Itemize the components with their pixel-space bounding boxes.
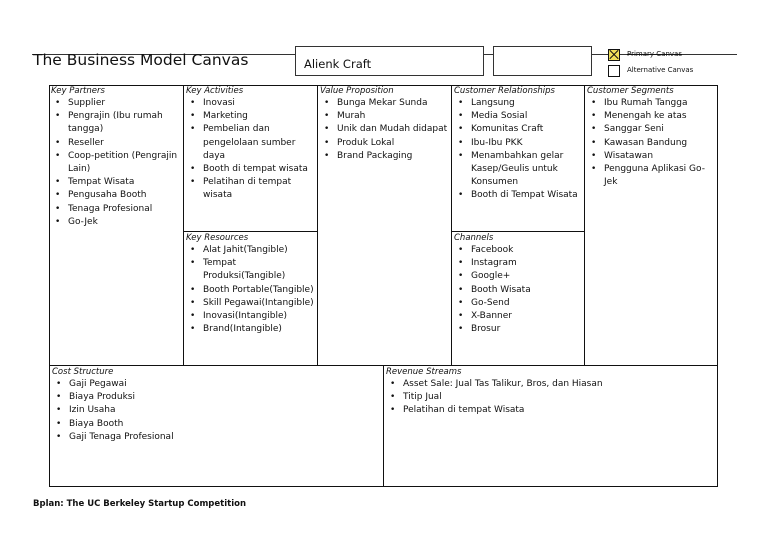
list-item: • Produk Lokal (320, 137, 450, 150)
list-item: • Unik dan Mudah didapat (320, 123, 450, 136)
list-item: • Go-Send (454, 297, 583, 310)
section-title: Customer Relationships (454, 86, 555, 96)
list-item: • Ibu-Ibu PKK (454, 137, 583, 150)
list-item: • Titip Jual (386, 391, 716, 404)
revenue-streams-section (386, 366, 716, 418)
list-item: • Supplier (51, 97, 182, 110)
list-item: • Pengrajin (Ibu rumah tangga) (51, 110, 182, 136)
divider (451, 85, 452, 366)
alternative-canvas-label: Alternative Canvas (627, 66, 694, 74)
divider (584, 85, 585, 366)
list-item: • Brosur (454, 323, 583, 336)
list-item: • Asset Sale: Jual Tas Talikur, Bros, dan Hiasan (386, 378, 716, 391)
list-item: • Bunga Mekar Sunda (320, 97, 450, 110)
list-item: • Booth Wisata (454, 284, 583, 297)
list-item: • Go-Jek (51, 216, 182, 229)
list-item: • Media Sosial (454, 110, 583, 123)
section-title: Customer Segments (587, 86, 674, 96)
list-item: • Menambahkan gelar Kasep/Geulis untuk Konsumen (454, 150, 583, 190)
section-title: Key Resources (186, 233, 249, 243)
list-item: • Brand(Intangible) (186, 323, 316, 336)
list-item: • Sanggar Seni (587, 123, 716, 136)
value-proposition-section (320, 85, 450, 163)
section-title: Cost Structure (52, 367, 114, 377)
list-item: • Booth di Tempat Wisata (454, 189, 583, 202)
list-item: • Facebook (454, 244, 583, 257)
list-item: • Ibu Rumah Tangga (587, 97, 716, 110)
list-item: • X-Banner (454, 310, 583, 323)
customer-segments-section (587, 85, 716, 189)
list-item: • Inovasi (186, 97, 316, 110)
customer-relationships-section (454, 85, 583, 203)
list-item: • Instagram (454, 257, 583, 270)
list-item: • Booth Portable(Tangible) (186, 284, 316, 297)
list-item: • Izin Usaha (52, 404, 380, 417)
alternative-canvas-checkbox[interactable] (608, 65, 620, 77)
divider (183, 85, 184, 366)
list-item: • Pelatihan di tempat Wisata (386, 404, 716, 417)
list-item: • Gaji Pegawai (52, 378, 380, 391)
section-title: Key Activities (186, 86, 244, 96)
list-item: • Skill Pegawai(Intangible) (186, 297, 316, 310)
list-item: • Biaya Produksi (52, 391, 380, 404)
primary-canvas-checkbox[interactable] (608, 49, 620, 61)
list-item: • Brand Packaging (320, 150, 450, 163)
list-item: • Google+ (454, 270, 583, 283)
divider (383, 365, 384, 487)
cost-structure-section (52, 366, 380, 444)
section-title: Value Proposition (320, 86, 394, 96)
channels-section (454, 232, 583, 336)
key-resources-section (186, 232, 316, 336)
list-item: • Gaji Tenaga Profesional (52, 431, 380, 444)
empty-header-field[interactable] (493, 46, 592, 76)
list-item: • Komunitas Craft (454, 123, 583, 136)
list-item: • Alat Jahit(Tangible) (186, 244, 316, 257)
project-name-field[interactable]: Alienk Craft (295, 46, 484, 76)
list-item: • Wisatawan (587, 150, 716, 163)
primary-canvas-label: Primary Canvas (627, 50, 682, 58)
list-item: • Coop-petition (Pengrajin Lain) (51, 150, 182, 176)
list-item: • Menengah ke atas (587, 110, 716, 123)
list-item: • Inovasi(Intangible) (186, 310, 316, 323)
list-item: • Tenaga Profesional (51, 203, 182, 216)
page-title: The Business Model Canvas (33, 51, 249, 69)
list-item: • Murah (320, 110, 450, 123)
list-item: • Biaya Booth (52, 418, 380, 431)
footer-credit: Bplan: The UC Berkeley Startup Competition (33, 499, 246, 509)
divider (317, 85, 318, 366)
key-partners-section (51, 85, 182, 229)
section-title: Revenue Streams (386, 367, 462, 377)
section-title: Key Partners (51, 86, 105, 96)
list-item: • Tempat Wisata (51, 176, 182, 189)
list-item: • Reseller (51, 137, 182, 150)
list-item: • Pembelian dan pengelolaan sumber daya (186, 123, 316, 163)
list-item: • Tempat Produksi(Tangible) (186, 257, 316, 283)
list-item: • Marketing (186, 110, 316, 123)
list-item: • Langsung (454, 97, 583, 110)
list-item: • Pengguna Aplikasi Go-Jek (587, 163, 716, 189)
key-activities-section (186, 85, 316, 203)
list-item: • Booth di tempat wisata (186, 163, 316, 176)
list-item: • Pengusaha Booth (51, 189, 182, 202)
section-title: Channels (454, 233, 494, 243)
list-item: • Pelatihan di tempat wisata (186, 176, 316, 202)
list-item: • Kawasan Bandung (587, 137, 716, 150)
